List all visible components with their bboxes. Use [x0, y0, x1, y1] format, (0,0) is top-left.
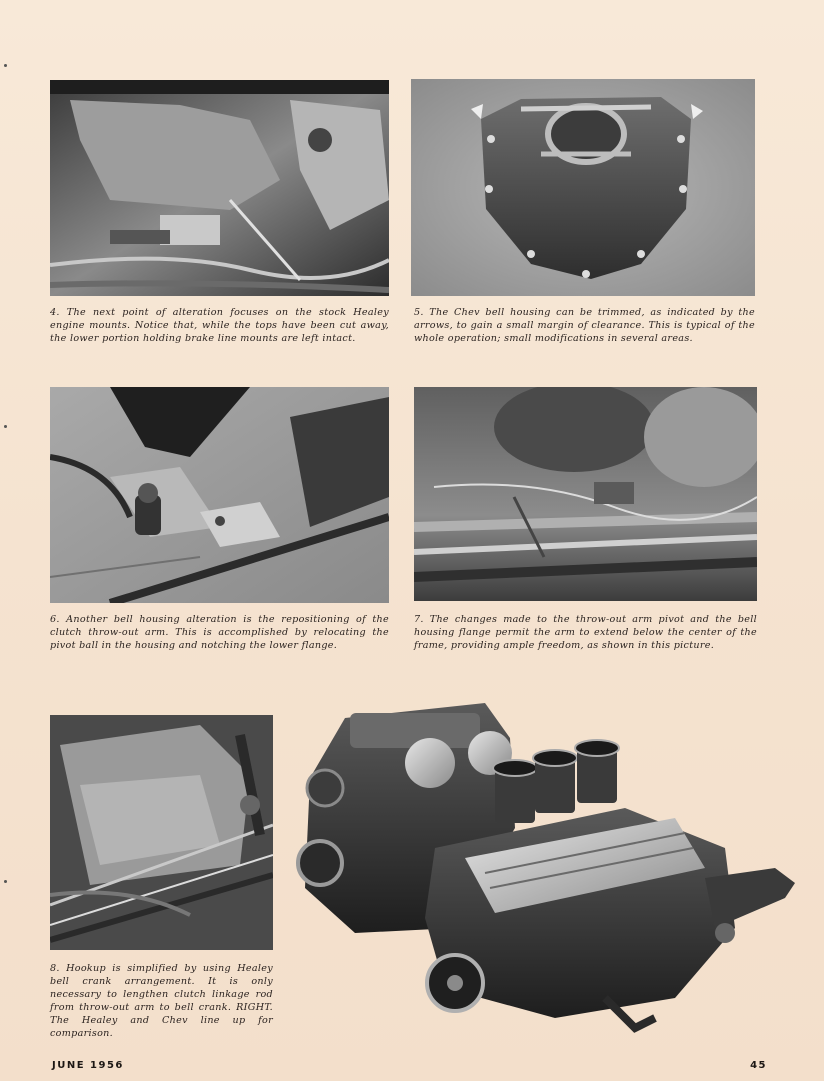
photo-engine-mounts: [50, 80, 389, 296]
margin-speck: [4, 880, 7, 883]
photo-frame-clearance: [414, 387, 757, 601]
caption-4: 4. The next point of alteration focuses on the stock Healey engine mounts. Notice that, while the tops have been cut away, the lower portion holding brake line mounts are left intact.: [50, 307, 389, 344]
photo-bell-crank: [50, 715, 273, 950]
page-number: 45: [750, 1060, 767, 1071]
margin-speck: [4, 64, 7, 67]
footer-issue-date: JUNE 1956: [52, 1060, 124, 1071]
margin-speck: [4, 425, 7, 428]
caption-6: 6. Another bell housing alteration is the repositioning of the clutch throw-out arm. This is accomplished by relocating the pivot ball in the housing and notching the lower flange.: [50, 614, 389, 651]
photo-engines-comparison: [295, 698, 800, 1033]
caption-8: 8. Hookup is simplified by using Healey bell crank arrangement. It is only necessary to lengthen clutch linkage rod from throw-out arm to bell crank. RIGHT. The Healey and Chev line up for comparison.: [50, 963, 273, 1039]
caption-5: 5. The Chev bell housing can be trimmed, as indicated by the arrows, to gain a small margin of clearance. This is typical of the whole operation; small modifications in several areas.: [414, 307, 755, 344]
photo-throwout-arm: [50, 387, 389, 603]
caption-7: 7. The changes made to the throw-out arm pivot and the bell housing flange permit the arm to extend below the center of the frame, providing ample freedom, as shown in this picture.: [414, 614, 757, 651]
photo-bell-housing: [411, 79, 755, 296]
